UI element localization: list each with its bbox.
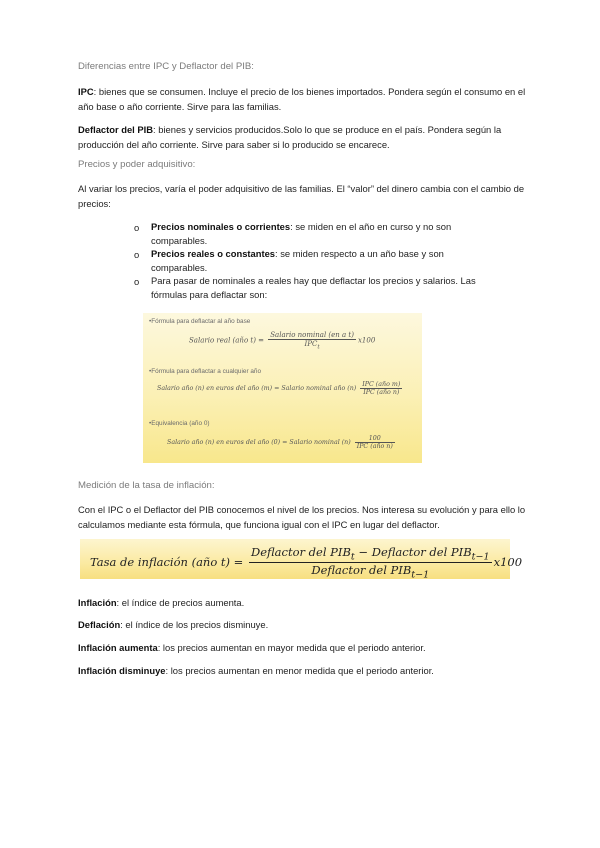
inflation-formula-rhs: x100 [493, 554, 523, 569]
term-inflacion-disminuye: Inflación disminuye [78, 665, 166, 676]
formula-fraction [360, 381, 402, 396]
term-deflactor: Deflactor del PIB [78, 124, 154, 135]
deflactor-formulas-box [143, 313, 422, 463]
text-ipc: : bienes que se consumen. Incluye el precio de los bienes importados. Pondera según el consumo en el año base o año corriente. Sirve para las familias. [78, 86, 526, 112]
bullet-marker: o [134, 276, 140, 287]
definition-inflacion-disminuye [78, 663, 528, 678]
formula-label-base: •Fórmula para deflactar al año base [149, 318, 251, 325]
text-deflactor: : bienes y servicios producidos.Solo lo que se produce en el país. Pondera según la producción del año corriente. Sirve para saber si lo producido se encarece. [78, 124, 502, 150]
formula-lhs: Salario año (n) en euros del año (m) = Salario nominal año (n) [157, 385, 357, 392]
text-inflacion-aumenta: : los precios aumentan en mayor medida que el periodo anterior. [157, 642, 426, 653]
term-precios-nominales: Precios nominales o corrientes [151, 221, 291, 232]
formula-fraction [355, 435, 395, 450]
formula-den-text: IPC [304, 340, 318, 348]
formula-label-equivalencia: •Equivalencia (año 0) [149, 420, 210, 427]
numerator-term-b: − Deflactor del PIB [354, 545, 472, 559]
text-precios-nominales: : se miden en el año en curso y no son comparables. [151, 221, 452, 246]
definition-inflacion-aumenta [78, 640, 528, 655]
formula-salario-cualquier [157, 381, 404, 396]
inflation-formula-denominator [249, 563, 492, 580]
inflation-formula-lhs: Tasa de inflación (año t) = [90, 554, 244, 569]
bullet-marker: o [134, 222, 140, 233]
formula-denominator: IPC (año n) [363, 389, 400, 396]
section-heading-ipc-deflactor: Diferencias entre IPC y Deflactor del PIB: [78, 61, 254, 72]
list-item-nominales [151, 220, 501, 247]
term-ipc: IPC [78, 86, 94, 97]
inflation-formula-numerator [249, 545, 492, 563]
formula-denominator [268, 340, 356, 350]
section-heading-inflacion: Medición de la tasa de inflación: [78, 480, 215, 491]
formula-equivalencia [167, 435, 397, 450]
paragraph-deflactor [78, 122, 528, 152]
formula-denominator: IPC (año n) [356, 443, 393, 450]
text-precios-reales: : se miden respecto a un año base y son comparables. [151, 248, 444, 273]
numerator-sub-b: t−1 [471, 551, 490, 563]
term-deflacion: Deflación [78, 619, 121, 630]
definition-inflacion [78, 595, 528, 610]
numerator-sub-a: t [350, 551, 355, 563]
formula-fraction [268, 331, 356, 350]
term-inflacion: Inflación [78, 597, 117, 608]
list-item-deflactar [151, 274, 501, 301]
bullet-marker: o [134, 249, 140, 260]
text-inflacion: : el índice de precios aumenta. [116, 597, 245, 608]
list-item-reales [151, 247, 501, 274]
denominator-term: Deflactor del PIB [311, 563, 412, 578]
formula-numerator: 100 [355, 435, 395, 443]
formula-rhs: x100 [357, 336, 376, 345]
formula-lhs: Salario real (año t) = [189, 336, 265, 345]
inflation-formula-fraction [249, 545, 492, 581]
term-inflacion-aumenta: Inflación aumenta [78, 642, 158, 653]
formula-den-sub: t [317, 344, 320, 351]
paragraph-inflacion-intro: Con el IPC o el Deflactor del PIB conocemos el nivel de los precios. Nos interesa su evolución y para ello lo calculamos mediante esta fórmula, que funciona igual con el IPC en lugar del deflactor. [78, 504, 526, 530]
inflation-formula [90, 545, 522, 581]
paragraph-intro-precios: Al variar los precios, varía el poder adquisitivo de las familias. El “valor” del dinero cambia con el cambio de precios: [78, 183, 525, 209]
denominator-sub: t−1 [411, 569, 430, 581]
formula-label-cualquier: •Fórmula para deflactar a cualquier año [149, 368, 262, 375]
text-deflactar: Para pasar de nominales a reales hay que deflactar los precios y salarios. Las fórmulas para deflactar son: [151, 275, 476, 300]
definition-deflacion [78, 617, 528, 632]
paragraph-ipc [78, 84, 528, 114]
formula-salario-real [189, 331, 375, 350]
term-precios-reales: Precios reales o constantes [151, 248, 276, 259]
text-inflacion-disminuye: : los precios aumentan en menor medida que el periodo anterior. [165, 665, 434, 676]
formula-numerator: Salario nominal (en a t) [270, 331, 354, 339]
inflation-formula-box [80, 539, 523, 581]
numerator-term-a: Deflactor del PIB [250, 545, 351, 559]
formula-lhs: Salario año (n) en euros del año (0) = Salario nominal (n) [167, 439, 351, 446]
formula-numerator: IPC (año m) [362, 381, 401, 388]
text-deflacion: : el índice de los precios disminuye. [120, 619, 269, 630]
section-heading-precios: Precios y poder adquisitivo: [78, 159, 196, 170]
